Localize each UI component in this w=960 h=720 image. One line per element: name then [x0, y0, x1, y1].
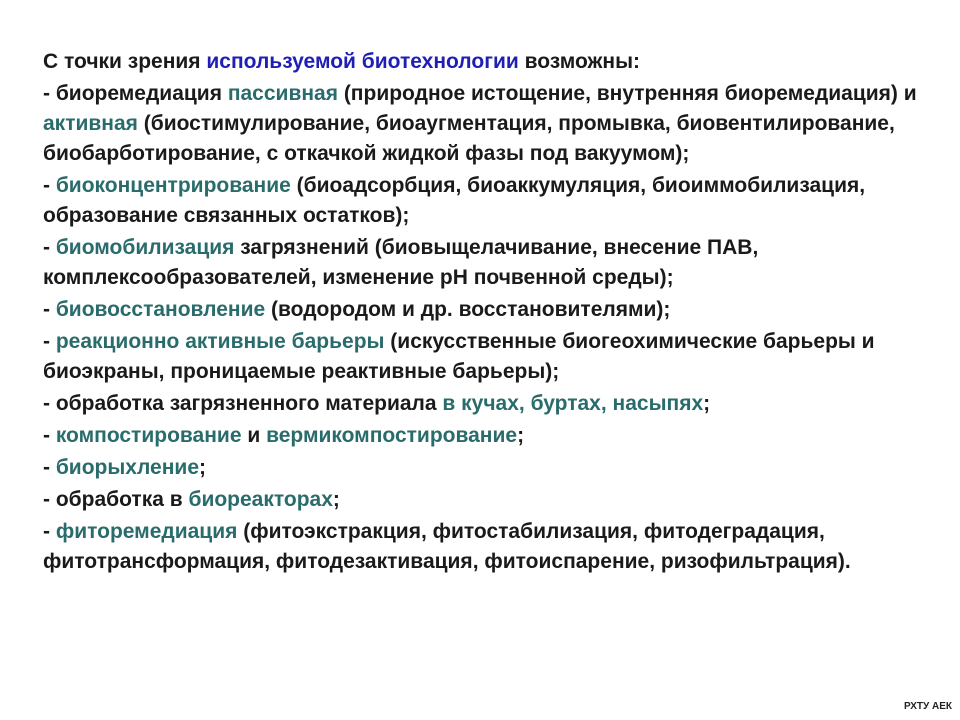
paragraph	[43, 389, 923, 419]
text-segment: -	[43, 520, 56, 543]
text-segment: ;	[517, 424, 525, 447]
text-segment: - обработка загрязненного материала	[43, 392, 443, 415]
highlight-segment: фиторемедиация	[55, 520, 238, 543]
text-segment: -	[43, 456, 56, 479]
highlight-segment: биомобилизация	[55, 236, 235, 259]
text-segment: С точки зрения	[43, 50, 207, 73]
text-segment: (природное истощение, внутренняя биоремедиация) и	[337, 82, 917, 105]
paragraph	[43, 421, 923, 451]
text-segment: -	[43, 236, 56, 259]
paragraph	[43, 47, 923, 77]
highlight-segment: вермикомпостирование	[266, 424, 518, 447]
text-segment: -	[43, 330, 56, 353]
highlight-segment: реакционно активные барьеры	[55, 330, 385, 353]
highlight-segment: биоконцентрирование	[55, 174, 291, 197]
text-segment: (искусственные биогеохимические барьеры и биоэкраны, проницаемые реактивные барьеры);	[43, 330, 875, 383]
highlight-segment: в кучах, буртах, насыпях	[442, 392, 704, 415]
text-segment: (биоадсорбция, биоаккумуляция, биоиммобилизация, образование связанных остатков);	[43, 174, 866, 227]
paragraph	[43, 453, 923, 483]
text-segment: -	[43, 298, 56, 321]
text-segment: - обработка в	[43, 488, 189, 511]
text-segment: ;	[199, 456, 206, 479]
paragraph	[43, 79, 923, 169]
paragraph	[43, 233, 923, 293]
text-segment: (водородом и др. восстановителями);	[265, 298, 671, 321]
slide-body	[43, 47, 923, 579]
highlight-segment: биореакторах	[188, 488, 333, 511]
paragraph	[43, 295, 923, 325]
text-segment: -	[43, 174, 56, 197]
paragraph	[43, 327, 923, 387]
highlight-segment: компостирование	[55, 424, 242, 447]
highlight-segment: активная	[43, 112, 138, 135]
text-segment: (фитоэкстракция, фитостабилизация, фитодеградация, фитотрансформация, фитодезактивация, фитоиспарение, ризофильтрация).	[43, 520, 851, 573]
footer-label: РХТУ АЕК	[903, 701, 952, 712]
highlight-segment: биорыхление	[55, 456, 199, 479]
text-segment: - биоремедиация	[43, 82, 228, 105]
paragraph	[43, 485, 923, 515]
text-segment: ;	[332, 488, 340, 511]
text-segment: ;	[703, 392, 711, 415]
paragraph	[43, 171, 923, 231]
highlight-segment: пассивная	[227, 82, 338, 105]
text-segment: -	[43, 424, 56, 447]
text-segment: и	[241, 424, 267, 447]
highlight-segment: биовосстановление	[55, 298, 266, 321]
text-segment: загрязнений (биовыщелачивание, внесение ПАВ, комплексообразователей, изменение рН почвенной среды);	[43, 236, 759, 289]
text-segment: (биостимулирование, биоаугментация, промывка, биовентилирование, биобарботирование, с откачкой жидкой фазы под вакуумом);	[43, 112, 895, 165]
text-segment: возможны:	[518, 50, 641, 73]
highlight-segment: используемой биотехнологии	[206, 50, 519, 73]
paragraph	[43, 517, 923, 577]
